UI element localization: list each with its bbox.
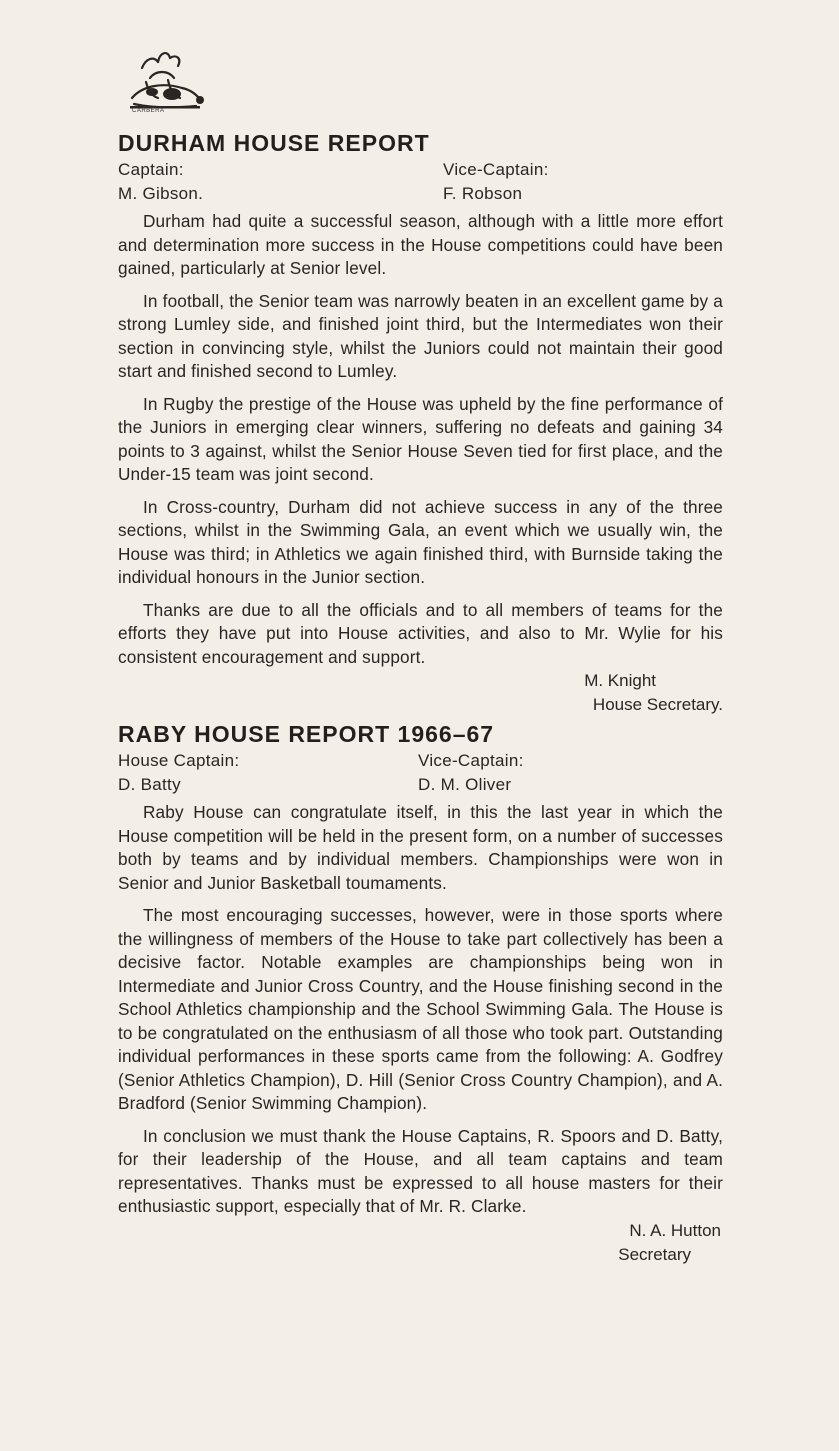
durham-paragraph: Durham had quite a successful season, although with a little more effort and determination more success in the House competitions could have been gained, particularly at Senior level.	[118, 211, 723, 278]
durham-signature-role: House Secretary.	[592, 695, 723, 714]
raby-signature-name: N. A. Hutton	[629, 1220, 721, 1240]
raby-captain-name: D. Batty	[118, 775, 181, 794]
raby-signature	[118, 1219, 723, 1267]
durham-paragraph: In Rugby the prestige of the House was upheld by the fine performance of the Juniors in emerging clear winners, suffering no defeats and gaining 34 points to 3 against, whilst the Senior House Seven tied for first place, and the Under-15 team was joint second.	[118, 393, 723, 484]
raby-vice-label: Vice-Captain:	[418, 751, 524, 770]
raby-paragraph: Raby House can congratulate itself, in this the last year in which the House competition will be held in the present form, on a number of successes both by teams and by individual members. Championships were won in Senior and Junior Basketball toumaments.	[118, 802, 723, 893]
durham-captain-label: Captain:	[118, 160, 184, 179]
durham-captain-name: M. Gibson.	[118, 184, 204, 203]
durham-report	[118, 128, 723, 717]
report-content	[118, 128, 723, 1269]
durham-paragraph: In football, the Senior team was narrowly beaten in an excellent game by a strong Lumley side, and finished joint third, but the Intermediates won their section in convincing style, whilst the Juniors could not maintain their good start and finished second to Lumley.	[118, 290, 723, 381]
raby-signature-role: Secretary	[618, 1244, 691, 1264]
raby-paragraph: The most encouraging successes, however, were in those sports where the willingness of members of the House to take part collectively has been a decisive factor. Notable examples are championships being won in Intermediate and Junior Cross Country, and the House finishing second in the School Athletics championship and the School Swimming Gala. The House is to be congratulated on the enthusiasm of all those who took part. Outstanding individual performances in these sports came from the following: A. Godfrey (Senior Athletics Champion), D. Hill (Senior Cross Country Champion), and A. Bradford (Senior Swimming Champion).	[118, 905, 723, 1113]
durham-paragraph: Thanks are due to all the officials and to all members of teams for the efforts they have put into House activities, and also to Mr. Wylie for his consistent encouragement and support.	[118, 599, 723, 667]
raby-captain-label: House Captain:	[118, 751, 240, 770]
raby-officers	[118, 749, 723, 797]
logo-caption: CARBERA	[132, 108, 165, 114]
raby-vice-name: D. M. Oliver	[418, 775, 512, 794]
durham-vice-name: F. Robson	[443, 184, 523, 203]
raby-title: RABY HOUSE REPORT 1966–67	[118, 721, 495, 747]
raby-report	[118, 719, 723, 1267]
durham-paragraph: In Cross-country, Durham did not achieve success in any of the three sections, whilst in the Swimming Gala, an event which we usually win, the House was third; in Athletics we again finished third, with Burnside taking the individual honours in the Junior section.	[118, 496, 723, 587]
durham-officers	[118, 158, 723, 206]
durham-vice-label: Vice-Captain:	[443, 160, 549, 179]
raby-paragraph: In conclusion we must thank the House Captains, R. Spoors and D. Batty, for their leadership of the House, and all team captains and team representatives. Thanks must be expressed to all house masters for their enthusiastic support, especially that of Mr. R. Clarke.	[118, 1125, 723, 1216]
durham-signature-name: M. Knight	[584, 671, 656, 690]
durham-signature	[118, 669, 723, 717]
durham-title: DURHAM HOUSE REPORT	[118, 130, 430, 156]
